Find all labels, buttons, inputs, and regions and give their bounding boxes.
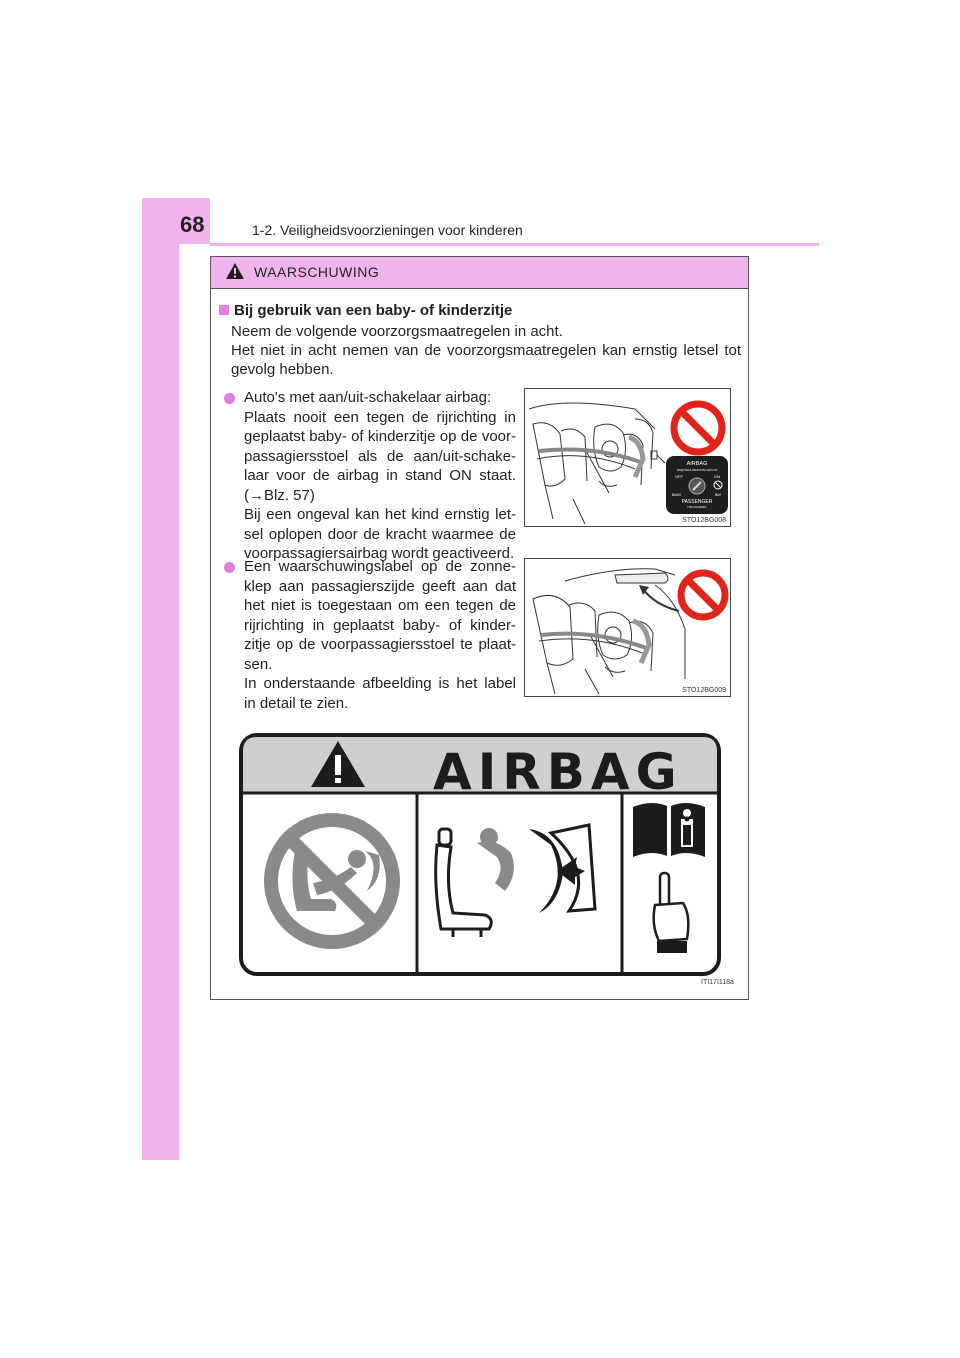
bullet-2-dot (224, 562, 235, 573)
header-rule (210, 243, 819, 246)
warning-box (210, 256, 749, 1000)
book-info-icon (633, 803, 705, 857)
airbag-label-title: AIRBAG (433, 743, 683, 801)
square-bullet-icon (219, 305, 229, 315)
switch-off-ru: ВЫКЛ (672, 493, 681, 497)
switch-passenger: PASSENGER (681, 499, 713, 505)
label-code: ITI17I118a (701, 979, 734, 986)
intro-line-3: gevolg hebben. (231, 361, 334, 378)
figure-code: STO12BG009 (682, 687, 726, 694)
figure-sun-visor-label (524, 558, 731, 697)
bullet-1-line: passagiersstoel als de aan/uit-schake- (244, 447, 516, 465)
bullet-1-line: geplaatst baby- of kinderzitje op de voor- (244, 428, 516, 445)
bullet-1-line: laar voor de airbag in stand ON staat. (244, 467, 516, 484)
prohibited-child-seat-icon (264, 813, 400, 949)
bullet-2-text (244, 557, 516, 713)
section-title: 1-2. Veiligheidsvoorzieningen voor kinderen (252, 222, 523, 238)
car-interior-illustration (525, 389, 731, 527)
page-number: 68 (180, 212, 205, 237)
bullet-1-line: Plaats nooit een tegen de rijrichting in (244, 408, 516, 426)
bullet-2-line: In onderstaande afbeelding is het label (244, 675, 516, 692)
subheading-text: Bij gebruik van een baby- of kinderzitje (234, 302, 513, 319)
switch-passenger-ru: ПАССАЖИРА (687, 505, 707, 509)
warning-header (211, 257, 748, 289)
bullet-1-dot (224, 393, 235, 404)
intro-text (231, 322, 741, 379)
figure-passenger-switch (524, 388, 731, 527)
bullet-1-line: voorpassagiersairbag wordt geactiveerd. (244, 545, 515, 562)
bullet-2-line: in detail te zien. (244, 694, 349, 712)
switch-on-ru: ВКЛ (715, 493, 722, 497)
switch-on: ON (714, 474, 720, 479)
figure-code: STO12BG008 (682, 517, 726, 524)
switch-subtitle: ПОДУШКА БЕЗОПАСНОСТИ (676, 468, 718, 472)
bullet-1-line: Auto's met aan/uit-schakelaar airbag: (244, 389, 492, 406)
bullet-1-line: (→Blz. 57) (244, 486, 315, 504)
sun-visor-illustration (525, 559, 731, 697)
prohibited-sign-icon (681, 573, 725, 617)
side-tab (142, 198, 179, 1160)
bullet-1-line: Bij een ongeval kan het kind ernstig let- (244, 506, 516, 523)
bullet-1-text (244, 388, 516, 564)
subheading (219, 302, 512, 319)
bullet-1-line: sel oplopen door de kracht waarmee de (244, 525, 516, 543)
prohibited-sign-icon (674, 404, 722, 452)
warning-triangle-icon (225, 262, 245, 280)
airbag-switch-panel (666, 456, 728, 514)
intro-line-1: Neem de volgende voorzorgsmaatregelen in acht. (231, 323, 563, 340)
bullet-2-line: klep aan passagierszijde geeft aan dat (244, 577, 516, 595)
bullet-2-line: het niet is toegestaan om een tegen de (244, 597, 516, 614)
bullet-2-line: sen. (244, 655, 273, 673)
switch-off: OFF (675, 474, 683, 479)
intro-line-2: Het niet in acht nemen van de voorzorgsmaatregelen kan ernstig letsel tot (231, 342, 741, 359)
warning-label: WAARSCHUWING (254, 264, 380, 280)
bullet-2-line: Een waarschuwingslabel op de zonne- (244, 558, 516, 575)
switch-title: AIRBAG (686, 461, 708, 467)
bullet-2-line: zitje op de voorpassagiersstoel te plaat- (244, 636, 516, 653)
bullet-2-line: rijrichting in geplaatst baby- of kinder- (244, 616, 516, 634)
